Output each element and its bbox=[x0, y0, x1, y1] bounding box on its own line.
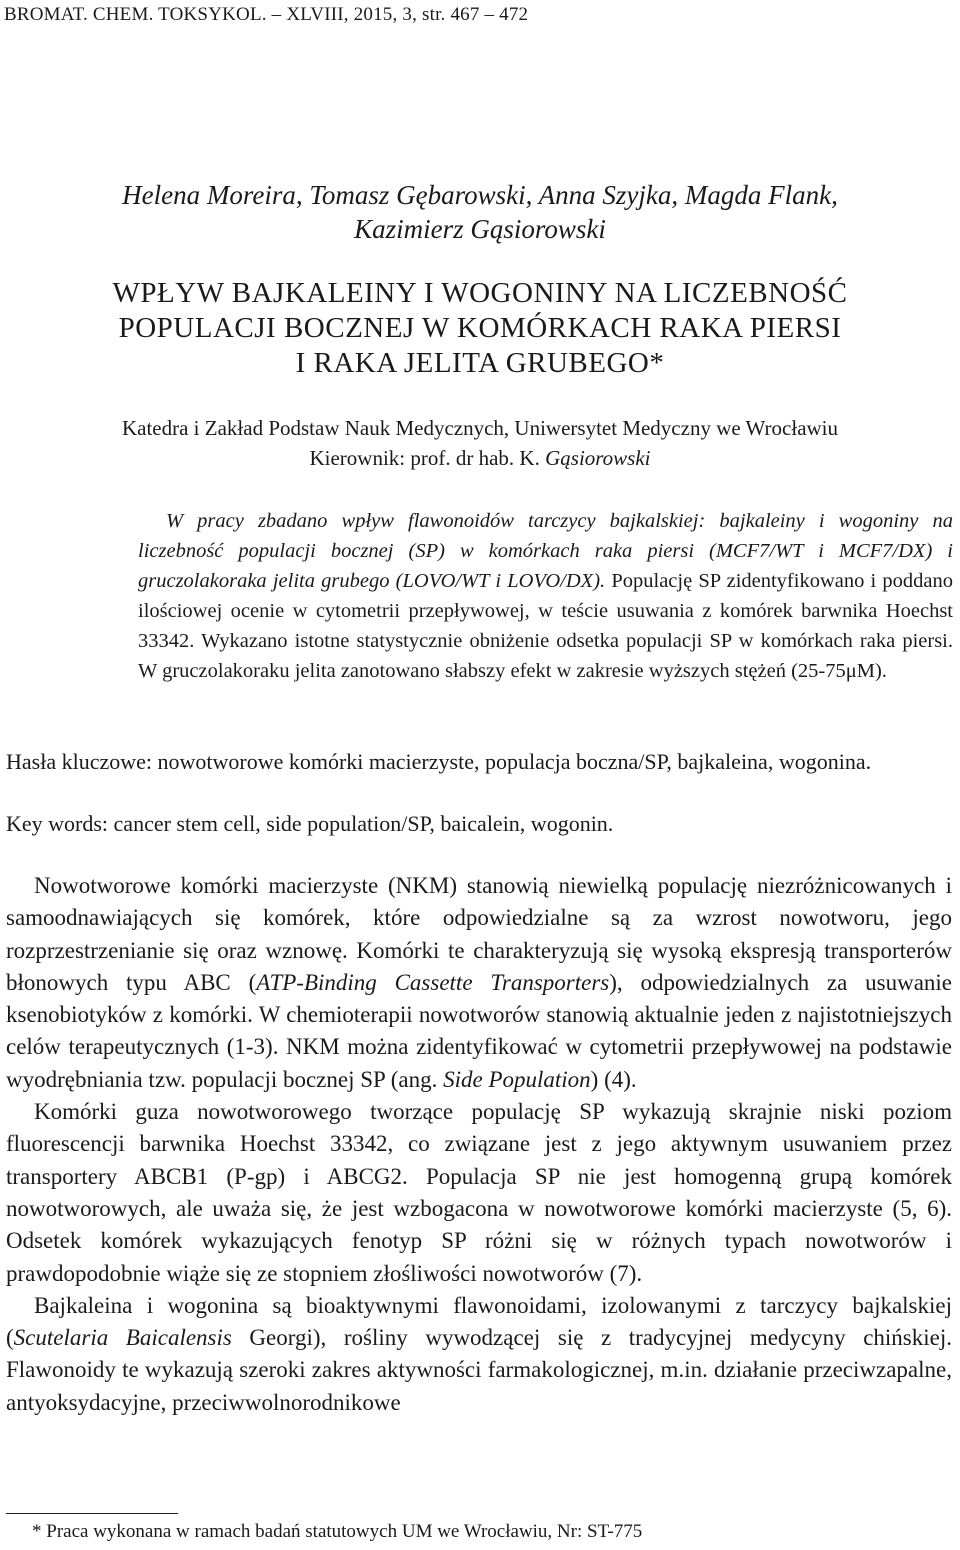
p1-text-c: ) (4). bbox=[590, 1066, 637, 1092]
footnote: * Praca wykonana w ramach badań statutowych UM we Wrocławiu, Nr: ST-775 bbox=[32, 1521, 643, 1542]
body-paragraph-3 bbox=[6, 1290, 952, 1419]
p1-text-a: Nowotworowe komórki macierzyste (NKM) stanowią niewielką populację niezróżnicowanych i samoodnawiających się komórek, które odpowiedzialne są za wzrost nowotworu, jego rozprzestrzenianie się oraz wznowę. Komórki te charakteryzują się wysoką ekspresją transporterów błonowych typu ABC ( bbox=[6, 873, 952, 995]
title-line-3: I RAKA JELITA GRUBEGO* bbox=[295, 347, 665, 379]
p3-text-a: Bajkaleina i wogonina są bioaktywnymi flawonoidami, izolowanymi z tarczycy bajkalskiej ( bbox=[6, 1292, 952, 1351]
p1-italic-term-2: Side Population bbox=[443, 1066, 591, 1092]
authors-line-2: Kazimierz Gąsiorowski bbox=[354, 214, 606, 244]
affiliation-department: Katedra i Zakład Podstaw Nauk Medycznych, Uniwersytet Medyczny we Wrocławiu bbox=[121, 416, 839, 440]
affiliation-head-prefix: Kierownik: prof. dr hab. K. bbox=[309, 446, 546, 470]
title-line-2: POPULACJI BOCZNEJ W KOMÓRKACH RAKA PIERSI bbox=[118, 312, 842, 344]
running-head: BROMAT. CHEM. TOKSYKOL. – XLVIII, 2015, 3, str. 467 – 472 bbox=[4, 4, 529, 25]
authors-line-1: Helena Moreira, Tomasz Gębarowski, Anna Szyjka, Magda Flank, bbox=[122, 180, 838, 210]
title-line-1: WPŁYW BAJKALEINY I WOGONINY NA LICZEBNOŚĆ bbox=[112, 277, 848, 309]
p3-italic-term: Scutelaria Baicalensis bbox=[13, 1325, 232, 1351]
keywords-english: Key words: cancer stem cell, side population/SP, baicalein, wogonin. bbox=[6, 811, 614, 836]
abstract-italic: W pracy zbadano wpływ flawonoidów tarczycy bajkalskiej: bajkaleiny i wogoniny na liczebność populacji bocznej (SP) w komórkach raka piersi (MCF7/WT i MCF7/DX) i gruczolakoraka jelita grubego (LOVO/WT i LOVO/DX). bbox=[138, 510, 953, 592]
body-paragraph-2: Komórki guza nowotworowego tworzące populację SP wykazują skrajnie niski poziom fluorescencji barwnika Hoechst 33342, co związane jest z jego aktywnym usuwaniem przez transportery ABCB1 (P-gp) i ABCG2. Populacja SP nie jest homogenną grupą komórek nowotworowych, ale uważa się, że jest wzbogacona w nowotworowe komórki macierzyste (5, 6). Odsetek komórek wykazujących fenotyp SP różni się w różnych typach nowotworów i prawdopodobnie wiąże się ze stopniem złośliwości nowotworów (7). bbox=[6, 1099, 952, 1286]
affiliation-head bbox=[0, 443, 960, 473]
affiliation-head-name: Gąsiorowski bbox=[545, 446, 651, 470]
p1-italic-term-1: ATP-Binding Cassette Transporters bbox=[256, 969, 610, 995]
p3-text-b: Georgi), rośliny wywodzącej się z tradycyjnej medycyny chińskiej. Flawonoidy te wykazują szeroki zakres aktywności farmakologicznej, m.in. działanie przeciwzapalne, antyoksydacyjne, przeciwwolnorodnikowe bbox=[6, 1325, 952, 1415]
p1-text-b: ), odpowiedzialnych za usuwanie ksenobiotyków z komórki. W chemioterapii nowotworów stanowią aktualnie jeden z najistotniejszych celów terapeutycznych (1-3). NKM można zidentyfikować w cytometrii przepływowej na podstawie wyodrębniania tzw. populacji bocznej SP (ang. bbox=[6, 969, 953, 1092]
abstract bbox=[138, 506, 953, 686]
keywords-polish: Hasła kluczowe: nowotworowe komórki macierzyste, populacja boczna/SP, bajkaleina, wogonina. bbox=[6, 749, 872, 774]
article-title bbox=[0, 276, 960, 381]
footnote-rule bbox=[6, 1513, 178, 1514]
abstract-plain: Populację SP zidentyfikowano i poddano ilościowej ocenie w cytometrii przepływowej, w teście usuwania z komórek barwnika Hoechst 33342. Wykazano istotne statystycznie obniżenie odsetka populacji SP w komórkach raka piersi. W gruczolakoraku jelita zanotowano słabszy efekt w zakresie wyższych stężeń (25-75μM). bbox=[138, 570, 954, 682]
body-paragraph-1 bbox=[6, 870, 952, 1096]
body-text bbox=[6, 870, 952, 1419]
